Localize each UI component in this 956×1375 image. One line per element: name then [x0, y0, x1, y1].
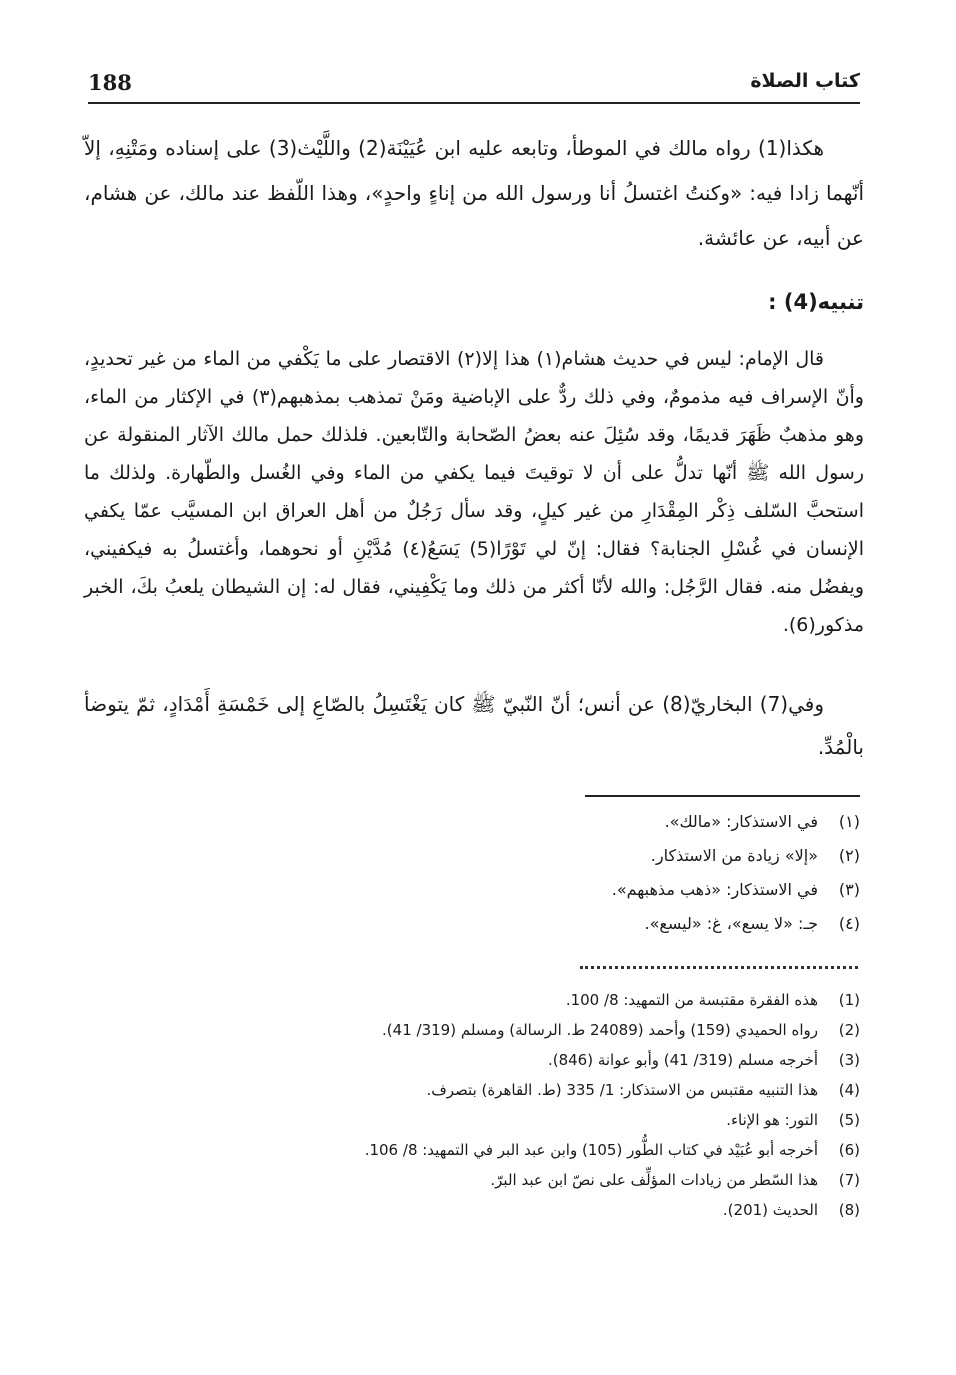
footnote-text: رواه الحميدي (159) وأحمد (24089 ط. الرسالة) ومسلم (319/ 41).: [382, 1021, 818, 1039]
footnote-text: هذا التنبيه مقتبس من الاستذكار: 1/ 335 (ط. القاهرة) بتصرف.: [426, 1081, 818, 1099]
footnote-number: (1): [838, 991, 860, 1009]
footnote-number: (7): [838, 1171, 860, 1189]
footnote-number: (١): [838, 812, 860, 831]
footnote-text: هذه الفقرة مقتبسة من التمهيد: 8/ 100.: [565, 991, 818, 1009]
author-footnote: [250, 1045, 860, 1075]
footnote-number: (4): [838, 1081, 860, 1099]
dotted-separator: [580, 966, 858, 969]
footnote-number: (6): [838, 1141, 860, 1159]
author-footnote: [250, 1195, 860, 1225]
editor-footnote: [400, 839, 860, 873]
footnote-text: جـ: «لا يسع»، غ: «ليسع».: [644, 914, 818, 933]
editor-footnote: [400, 805, 860, 839]
author-footnote: [250, 1105, 860, 1135]
footnote-number: (3): [838, 1051, 860, 1069]
footnote-text: التور: هو الإناء.: [726, 1111, 818, 1129]
paragraph-1-text: هكذا(1) رواه مالك في الموطأ، وتابعه عليه ابن عُيَيْنَة(2) واللَّيْث(3) على إسناده ومَتْنِهِ، إلاّ أنّهما زادا فيه: «وكنتُ اغتسلُ أنا ورسول الله من إناءٍ واحدٍ»، وهذا اللّفظ عند مالك، عن هشام، عن أبيه، عن عائشة.: [84, 136, 864, 250]
running-title: كتاب الصلاة: [750, 70, 860, 92]
paragraph-3: [84, 683, 864, 769]
footnote-number: (2): [838, 1021, 860, 1039]
tanbih-heading: [84, 285, 864, 319]
footnote-separator: [585, 795, 860, 797]
footnote-text: «إلا» زيادة من الاستذكار.: [650, 846, 818, 865]
footnote-text: في الاستذكار: «ذهب مذهبهم».: [611, 880, 818, 899]
footnote-text: أخرجه مسلم (319/ 41) وأبو عوانة (846).: [547, 1051, 818, 1069]
author-footnote: [250, 1015, 860, 1045]
footnote-number: (٤): [838, 914, 860, 933]
footnote-number: (5): [838, 1111, 860, 1129]
paragraph-1: [84, 126, 864, 261]
paragraph-2-text: قال الإمام: ليس في حديث هشام(١) هذا إلا(٢) الاقتصار على ما يَكْفي من الماء من غير تحديدٍ، وأنّ الإسراف فيه مذمومٌ، وفي ذلك ردٌّ على الإباضية ومَنْ تمذهب بمذهبهم(٣) في الإكثار من الماء، وهو مذهبٌ ظَهَرَ قديمًا، وقد سُئِلَ عنه بعضُ الصّحابة والتّابعين. فلذلك حمل مالك الآثار المنقولة عن رسول الله ﷺ أنّها تدلُّ على أن لا توقيتَ فيما يكفي من الماء وفي الغُسل والطّهارة. ولذلك ما استحبَّ السّلف ذِكْر المِقْدَارِ من غير كيلٍ، وقد سأل رَجُلٌ من أهل العراق ابن المسيَّب عمّا يكفي الإنسان في غُسْلِ الجنابة؟ فقال: إنّ لي تَوْرًا(5) يَسَعُ(٤) مُدَّيْنِ أو نحوهما، وأغتسلُ به فيكفيني، ويفضُل منه. فقال الرَّجُل: والله لأنّا أكثر من ذلك وما يَكْفِيني، فقال له: إن الشيطان يلعبُ بكَ، الخبر مذكور(6).: [84, 348, 865, 636]
author-footnote: [250, 1075, 860, 1105]
page-header: [88, 62, 860, 104]
author-footnote: [250, 985, 860, 1015]
editor-footnote: [400, 873, 860, 907]
author-footnote: [250, 1135, 860, 1165]
author-footnote: [250, 1165, 860, 1195]
footnote-number: (8): [838, 1201, 860, 1219]
footnote-number: (٢): [838, 846, 860, 865]
page-number: 188: [88, 70, 132, 95]
footnote-text: الحديث (201).: [722, 1201, 818, 1219]
editor-footnotes: [400, 805, 860, 941]
paragraph-2: [84, 340, 864, 644]
editor-footnote: [400, 907, 860, 941]
footnote-number: (٣): [838, 880, 860, 899]
tanbih-title: تنبيه(4) :: [768, 290, 864, 314]
footnote-text: هذا السّطر من زيادات المؤلِّف على نصّ ابن عبد البرّ.: [490, 1171, 818, 1189]
footnote-text: أخرجه أبو عُبَيْد في كتاب الطُّور (105) وابن عبد البر في التمهيد: 8/ 106.: [364, 1141, 818, 1159]
footnote-text: في الاستذكار: «مالك».: [664, 812, 818, 831]
author-footnotes: [250, 985, 860, 1225]
paragraph-3-text: وفي(7) البخاريّ(8) عن أنس؛ أنّ النّبيّ ﷺ كان يَغْتَسِلُ بالصّاعِ إلى خَمْسَةِ أَمْدَادٍ، ثمّ يتوضأ بالْمُدِّ.: [84, 692, 864, 759]
